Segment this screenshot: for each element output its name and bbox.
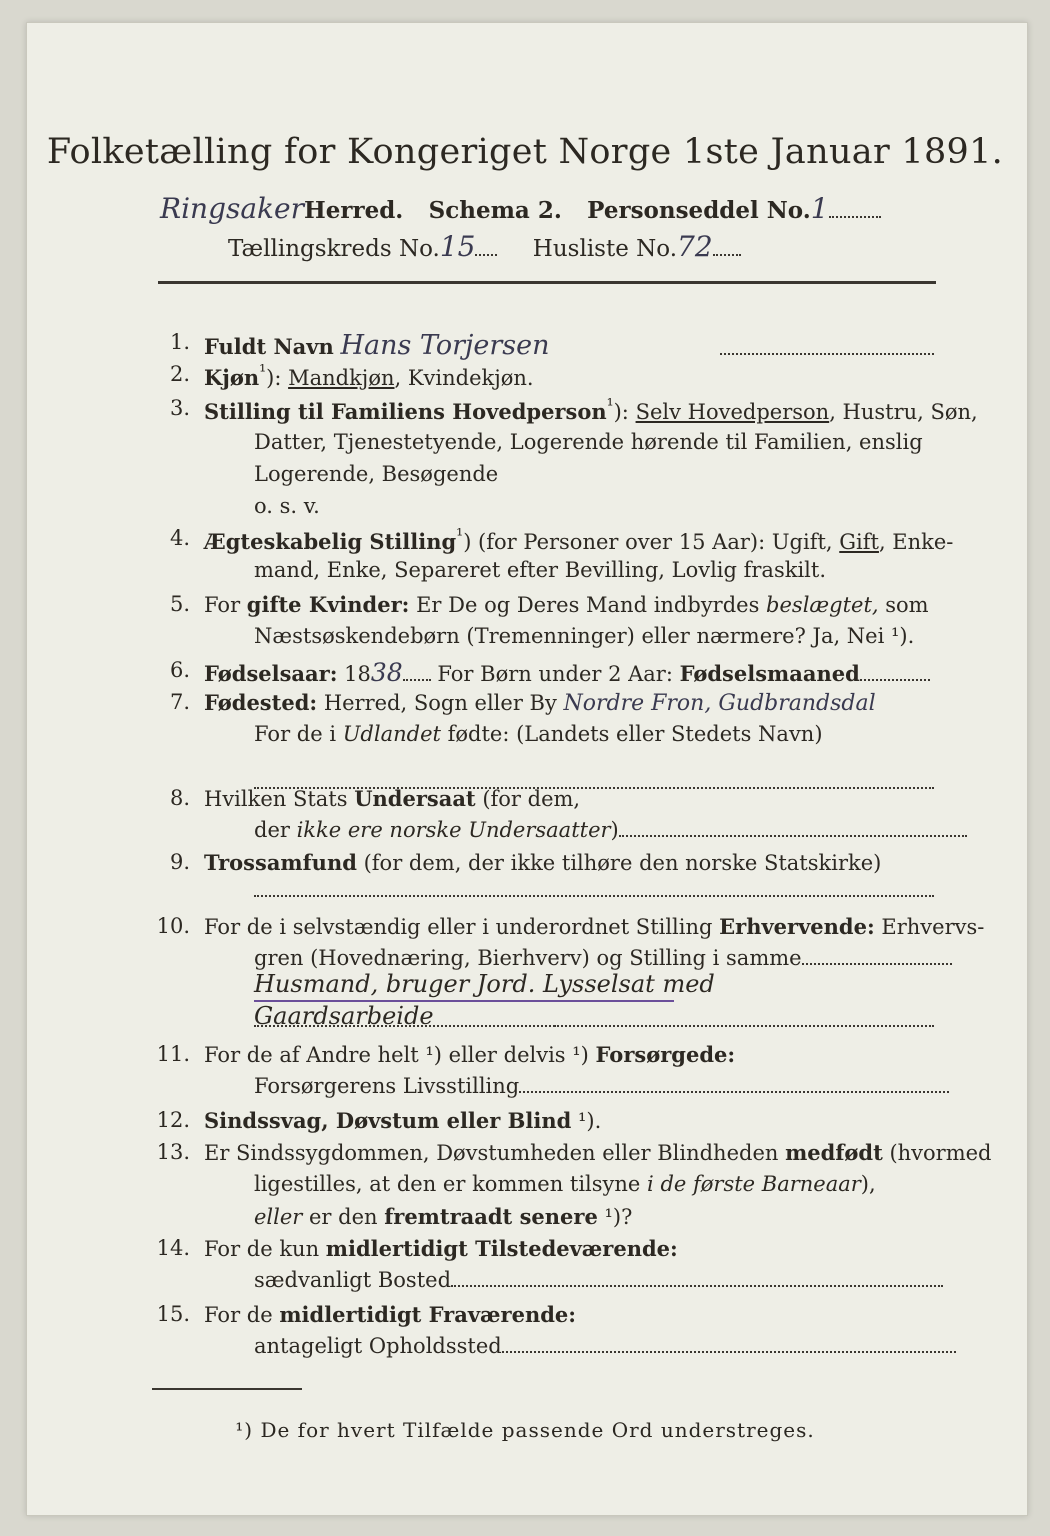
q5-question: Er De og Deres Mand indbyrdes — [409, 593, 767, 617]
form-title: Folketælling for Kongeriget Norge 1ste Januar 1891. — [46, 132, 1004, 172]
q12-label: Sindssvag, Døvstum eller Blind — [204, 1108, 572, 1133]
q15-line2 — [254, 1334, 956, 1358]
q11-label: Forsørgede: — [595, 1042, 736, 1067]
full-name-value: Hans Torjersen — [340, 330, 550, 361]
q6-label: Fødselsaar: — [204, 661, 338, 686]
q13-line3-bold: fremtraadt senere — [384, 1204, 598, 1229]
q7-text — [204, 690, 876, 716]
q14-number: 14. — [156, 1236, 190, 1260]
header-divider — [158, 281, 936, 284]
birthplace-value: Nordre Fron, Gudbrandsdal — [563, 691, 876, 716]
q4-label: Ægteskabelig Stilling — [204, 529, 457, 554]
q14-line2-text: sædvanligt Bosted — [254, 1268, 452, 1292]
husliste-label: Husliste No. — [532, 236, 678, 262]
q8-text — [204, 786, 580, 811]
q3-text — [204, 396, 978, 424]
q4-line2: mand, Enke, Separeret efter Bevilling, Lovlig fraskilt. — [254, 558, 827, 582]
q8-question: (for dem, — [475, 787, 581, 811]
q1-text — [204, 330, 549, 361]
q3-label: Stilling til Familiens Hovedperson — [204, 399, 607, 424]
q7-line2-prefix: For de i — [254, 722, 343, 746]
footnote: ¹) De for hvert Tilfælde passende Ord understreges. — [235, 1418, 815, 1442]
q1-fill-line — [720, 352, 934, 355]
q11-number: 11. — [156, 1042, 190, 1066]
q13-label: medfødt — [785, 1140, 883, 1165]
q3-line4: o. s. v. — [254, 494, 320, 518]
q15-text — [204, 1302, 576, 1327]
q7-line2-italic: Udlandet — [342, 722, 441, 746]
q8-number: 8. — [169, 786, 190, 810]
q6-month-label: Fødselsmaaned — [679, 661, 860, 686]
q3-other-options: , Hustru, Søn, — [829, 400, 978, 424]
header-row-herred — [160, 192, 881, 225]
q1-number: 1. — [169, 330, 190, 354]
q4-options: ) (for Personer over 15 Aar): Ugift, — [463, 530, 840, 554]
q5-question-end: som — [878, 593, 929, 617]
q15-line2-text: antageligt Opholdssted — [254, 1334, 502, 1358]
q8-label: Undersaat — [354, 786, 476, 811]
q13-line2-italic: i de første Barneaar — [647, 1172, 861, 1196]
q14-label: midlertidigt Tilstedeværende: — [325, 1236, 678, 1261]
q10-fill-line-2 — [554, 1024, 934, 1027]
q6-text — [204, 658, 930, 687]
q3-footnote-mark: ¹ — [606, 396, 614, 416]
q9-text — [204, 850, 881, 875]
q3-colon: ): — [613, 400, 636, 424]
q12-footnote: ¹). — [571, 1109, 602, 1133]
husliste-value: 72 — [677, 230, 713, 263]
q13-line2-suffix: ), — [860, 1172, 876, 1196]
q6-number: 6. — [169, 658, 190, 682]
q2-selected-option: Mandkjøn — [288, 366, 395, 390]
q5-prefix: For — [204, 593, 247, 617]
q4-number: 4. — [169, 526, 190, 550]
q5-italic-term: beslægtet, — [766, 593, 879, 617]
q2-footnote-mark: ¹ — [259, 362, 267, 382]
q13-line3 — [254, 1204, 632, 1229]
q14-line2 — [254, 1268, 943, 1292]
q5-number: 5. — [169, 592, 190, 616]
q14-prefix: For de kun — [204, 1237, 326, 1261]
q3-line3: Logerende, Besøgende — [254, 462, 499, 486]
q7-number: 7. — [169, 690, 190, 714]
kreds-value: 15 — [439, 230, 476, 263]
q11-prefix: For de af Andre helt ¹) eller delvis ¹) — [204, 1043, 596, 1067]
q4-footnote-mark: ¹ — [456, 526, 464, 546]
q9-label: Trossamfund — [204, 850, 357, 875]
q5-text — [204, 592, 929, 617]
occupation-value-line2: Gaardsarbeide — [254, 1002, 434, 1030]
q10-line2-text: gren (Hovednæring, Bierhverv) og Stilling i samme — [254, 946, 802, 970]
q4-selected-option: Gift — [839, 530, 879, 554]
herred-label: Herred. — [303, 197, 404, 224]
q8-line2-suffix: ) — [610, 818, 619, 842]
personseddel-label: Personseddel No. — [587, 197, 811, 224]
q4-options-rest: , Enke- — [878, 530, 954, 554]
birth-year-value: 38 — [370, 658, 403, 687]
q5-label: gifte Kvinder: — [246, 592, 410, 617]
q10-line2 — [254, 946, 952, 970]
q7-label: Fødested: — [204, 690, 318, 715]
q13-line2 — [254, 1172, 876, 1196]
q8-line2-prefix: der — [254, 818, 297, 842]
q13-number: 13. — [156, 1140, 190, 1164]
q8-line2 — [254, 818, 967, 842]
q11-line2 — [254, 1074, 949, 1098]
q10-prefix: For de i selvstændig eller i underordnet Stilling — [204, 915, 720, 939]
q12-number: 12. — [156, 1108, 190, 1132]
q4-text — [204, 526, 953, 554]
q7-question: Herred, Sogn eller By — [317, 691, 557, 715]
q5-line2: Næstsøskendebørn (Tremenninger) eller nærmere? Ja, Nei ¹). — [254, 624, 915, 648]
q1-label: Fuldt Navn — [204, 334, 334, 359]
q14-text — [204, 1236, 678, 1261]
q11-text — [204, 1042, 735, 1067]
q3-number: 3. — [169, 396, 190, 420]
q10-text — [204, 914, 984, 939]
q10-question-end: Erhvervs- — [874, 915, 985, 939]
q9-fill-line — [254, 894, 934, 897]
q2-label: Kjøn — [204, 365, 260, 390]
occupation-value-line1: Husmand, bruger Jord. Lysselsat med — [254, 970, 715, 998]
q15-number: 15. — [156, 1302, 190, 1326]
q6-year-prefix: 18 — [337, 662, 371, 686]
q12-text — [204, 1108, 601, 1133]
q13-line2-prefix: ligestilles, at den er kommen tilsyne — [254, 1172, 648, 1196]
q13-text — [204, 1140, 992, 1165]
q2-number: 2. — [169, 362, 190, 386]
q6-infant-text: For Børn under 2 Aar: — [430, 662, 680, 686]
personseddel-value: 1 — [810, 192, 829, 225]
q13-prefix: Er Sindssygdommen, Døvstumheden eller Blindheden — [204, 1141, 786, 1165]
q3-selected-option: Selv Hovedperson — [635, 400, 830, 424]
kreds-label: Tællingskreds No. — [228, 236, 440, 262]
schema-label: Schema 2. — [428, 197, 562, 224]
q10-label: Erhvervende: — [719, 914, 875, 939]
q7-line2 — [254, 722, 823, 746]
q11-line2-text: Forsørgerens Livsstilling — [254, 1074, 520, 1098]
q2-colon: ): — [266, 366, 289, 390]
q13-line3-text: er den — [302, 1205, 385, 1229]
q2-text — [204, 362, 534, 390]
q3-line2: Datter, Tjenestetyende, Logerende hørende til Familien, enslig — [254, 430, 923, 454]
footnote-divider — [152, 1388, 302, 1390]
q13-question-end: (hvormed — [882, 1141, 992, 1165]
header-row-kreds — [228, 230, 741, 263]
q9-question: (for dem, der ikke tilhøre den norske Statskirke) — [356, 851, 882, 875]
q15-prefix: For de — [204, 1303, 280, 1327]
q2-other-option: , Kvindekjøn. — [394, 366, 534, 390]
q8-prefix: Hvilken Stats — [204, 787, 355, 811]
q13-line3-end: ¹)? — [597, 1205, 633, 1229]
herred-value: Ringsaker — [160, 192, 304, 225]
q9-number: 9. — [169, 850, 190, 874]
q15-label: midlertidigt Fraværende: — [279, 1302, 577, 1327]
q7-line2-suffix: fødte: (Landets eller Stedets Navn) — [440, 722, 823, 746]
q8-line2-italic: ikke ere norske Undersaatter — [296, 818, 611, 842]
q13-line3-italic: eller — [254, 1205, 303, 1229]
q10-number: 10. — [156, 914, 190, 938]
